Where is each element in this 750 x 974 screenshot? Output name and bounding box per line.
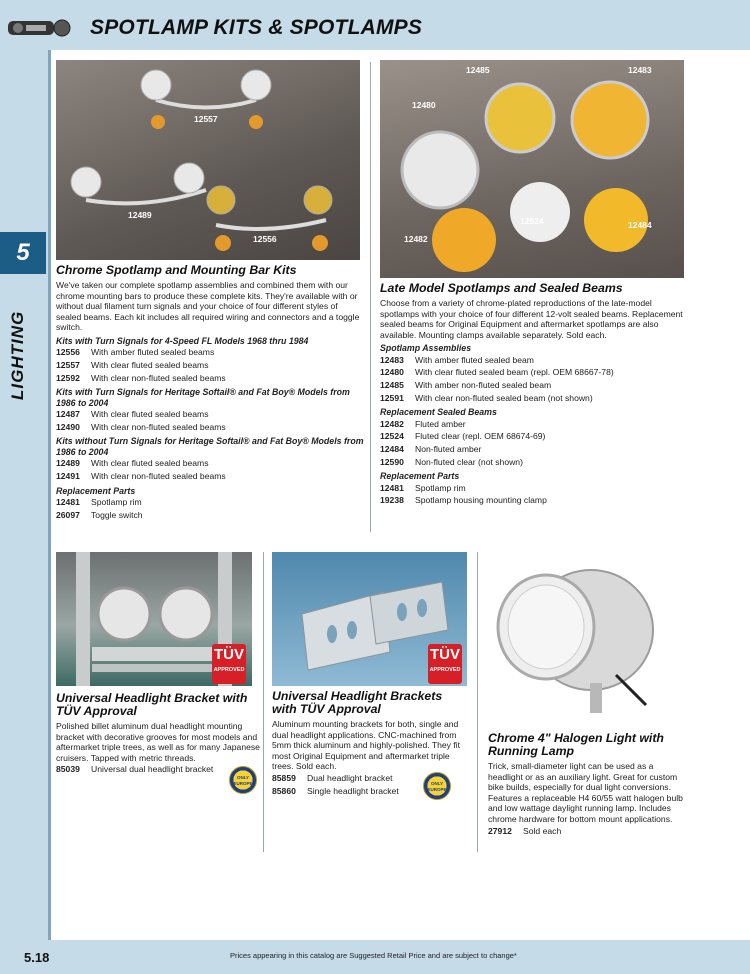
part-number: 12591 bbox=[380, 392, 404, 403]
part-row bbox=[380, 392, 686, 405]
section-description: Choose from a variety of chrome-plated reproductions of the late-model spotlamps with your choice of four different 12-volt sealed beams. Replacement sealed beams for Original Equipment and aftermarket spotlamps are also available. Mounting clamps available separately. Sold each. bbox=[380, 298, 683, 340]
part-number: 12482 bbox=[380, 418, 404, 429]
part-number: 26097 bbox=[56, 509, 80, 520]
section-description: Trick, small-diameter light can be used as a headlight or as an auxiliary light. Great for custom bike builds, especially for dual light conversions. Features a replaceable H4 60/55 watt halogen bulb and low wattage daylight running lamp. Includes chrome hardware for bottom mount applications. bbox=[488, 761, 683, 824]
part-row bbox=[380, 366, 686, 379]
late-model-photo bbox=[380, 60, 684, 278]
part-description: Sold each bbox=[523, 825, 562, 836]
sidebar-edge bbox=[48, 50, 51, 940]
part-row bbox=[56, 346, 364, 359]
part-row bbox=[380, 482, 686, 495]
part-number: 12487 bbox=[56, 409, 80, 420]
group-heading: Kits without Turn Signals for Heritage Softail® and Fat Boy® Models from 1986 to 2004 bbox=[56, 436, 364, 457]
part-description: Universal dual headlight bracket bbox=[91, 764, 214, 775]
tuv-badge-subtext: APPROVED bbox=[213, 667, 245, 673]
halogen-light-illustration bbox=[486, 555, 676, 725]
section-description: Aluminum mounting brackets for both, single and dual headlight applications. CNC-machined from 5mm thick aluminum and highly-polished. They fit most Original Equipment and aftermarket triple trees. Sold each. bbox=[272, 719, 461, 772]
part-description: With clear non-fluted sealed beams bbox=[91, 372, 226, 383]
group-heading: Kits with Turn Signals for Heritage Softail® and Fat Boy® Models from 1986 to 2004 bbox=[56, 387, 350, 408]
chapter-name: LIGHTING bbox=[8, 310, 27, 400]
part-description: With clear fluted sealed beams bbox=[91, 360, 209, 371]
page-title: SPOTLAMP KITS & SPOTLAMPS bbox=[90, 16, 423, 39]
photo-label: 12556 bbox=[253, 234, 277, 244]
part-row bbox=[56, 372, 364, 385]
group-heading: Kits with Turn Signals for 4-Speed FL Models 1968 thru 1984 bbox=[56, 335, 309, 346]
chrome-kits-section bbox=[56, 264, 364, 521]
part-description: With clear non-fluted sealed beam (not shown) bbox=[415, 392, 593, 403]
part-row bbox=[56, 421, 364, 434]
part-description: With amber non-fluted sealed beam bbox=[415, 380, 552, 391]
part-description: Single headlight bracket bbox=[307, 785, 399, 796]
part-number: 12524 bbox=[380, 431, 404, 442]
part-row bbox=[380, 418, 686, 431]
section-title: Universal Headlight Brackets with TÜV Approval bbox=[272, 689, 443, 716]
group-heading: Replacement Sealed Beams bbox=[380, 407, 497, 418]
part-row bbox=[380, 379, 686, 392]
photo-label: 12485 bbox=[466, 65, 490, 75]
part-row bbox=[380, 354, 686, 367]
late-model-illustration bbox=[380, 60, 684, 278]
universal-brackets-photo bbox=[272, 552, 467, 686]
part-number: 27912 bbox=[488, 825, 512, 836]
part-description: Fluted clear (repl. OEM 68674-69) bbox=[415, 431, 546, 442]
tuv-badge-subtext: APPROVED bbox=[429, 667, 461, 673]
part-row bbox=[56, 496, 364, 509]
photo-label: 12557 bbox=[194, 114, 218, 124]
part-number: 12592 bbox=[56, 372, 80, 383]
group-heading: Replacement Parts bbox=[56, 485, 136, 496]
part-description: With amber fluted sealed beams bbox=[91, 347, 215, 358]
part-description: Toggle switch bbox=[91, 509, 143, 520]
photo-label: 12483 bbox=[628, 65, 652, 75]
photo-label: 12482 bbox=[404, 234, 428, 244]
part-number: 85859 bbox=[272, 772, 296, 783]
photo-label: 12484 bbox=[628, 220, 652, 230]
group-heading: Replacement Parts bbox=[380, 471, 460, 482]
europe-only-seal bbox=[229, 766, 257, 794]
part-description: With clear non-fluted sealed beams bbox=[91, 471, 226, 482]
part-number: 12490 bbox=[56, 421, 80, 432]
part-number: 12481 bbox=[56, 497, 80, 508]
part-description: Non-fluted clear (not shown) bbox=[415, 456, 523, 467]
group-heading: Spotlamp Assemblies bbox=[380, 343, 472, 354]
part-number: 12489 bbox=[56, 458, 80, 469]
late-model-section bbox=[380, 282, 686, 507]
part-number: 85860 bbox=[272, 785, 296, 796]
halogen-light-photo bbox=[486, 555, 676, 725]
part-number: 12481 bbox=[380, 482, 404, 493]
part-row bbox=[56, 457, 364, 470]
photo-label: 12489 bbox=[128, 210, 152, 220]
section-title: Chrome 4" Halogen Light with Running Lamp bbox=[488, 731, 664, 758]
section-description: We've taken our complete spotlamp assemblies and combined them with our chrome mounting bars to produce these complete kits. They're available with or without dual filament turn signals and your choice of four different styles of sealed beams. Each kit includes all required wiring and connectors and a toggle switch. bbox=[56, 280, 360, 333]
section-title: Chrome Spotlamp and Mounting Bar Kits bbox=[56, 263, 297, 277]
sidebar bbox=[0, 0, 48, 974]
tuv-badge bbox=[212, 644, 246, 684]
part-number: 19238 bbox=[380, 495, 404, 506]
part-number: 12590 bbox=[380, 456, 404, 467]
part-number: 12484 bbox=[380, 443, 404, 454]
brand-logo-icon bbox=[6, 16, 76, 38]
tuv-badge-text: TÜV bbox=[214, 646, 244, 663]
part-description: Fluted amber bbox=[415, 418, 466, 429]
part-number: 12480 bbox=[380, 367, 404, 378]
europe-only-seal-text: ONLY EUROPE bbox=[427, 781, 447, 792]
page-number: 5.18 bbox=[24, 950, 50, 965]
column-divider bbox=[477, 552, 478, 852]
part-description: With clear fluted sealed beam (repl. OEM 68667-78) bbox=[415, 367, 614, 378]
part-row bbox=[380, 443, 686, 456]
tuv-badge bbox=[428, 644, 462, 684]
section-title: Universal Headlight Bracket with TÜV Approval bbox=[56, 691, 248, 718]
chapter-tab[interactable]: 5 bbox=[0, 232, 46, 274]
europe-only-seal-text: ONLY EUROPE bbox=[233, 775, 253, 786]
part-description: Non-fluted amber bbox=[415, 443, 482, 454]
universal-bracket-photo bbox=[56, 552, 252, 686]
part-row bbox=[56, 509, 364, 522]
chrome-kits-photo bbox=[56, 60, 360, 260]
section-description: Polished billet aluminum dual headlight mounting bracket with decorative grooves for most models and aftermarket triple trees, as well as for many Japanese cruisers. Tapped with metric threads. bbox=[56, 721, 260, 763]
part-description: Spotlamp housing mounting clamp bbox=[415, 495, 547, 506]
part-description: With amber fluted sealed beam bbox=[415, 354, 534, 365]
part-description: Spotlamp rim bbox=[91, 497, 142, 508]
photo-label: 12524 bbox=[520, 216, 544, 226]
chrome-kits-illustration bbox=[56, 60, 360, 260]
halogen-section bbox=[488, 732, 688, 837]
part-number: 12483 bbox=[380, 354, 404, 365]
part-row bbox=[56, 408, 364, 421]
part-row bbox=[56, 470, 364, 483]
photo-label: 12480 bbox=[412, 100, 436, 110]
part-description: Spotlamp rim bbox=[415, 482, 466, 493]
part-description: With clear non-fluted sealed beams bbox=[91, 421, 226, 432]
part-number: 12556 bbox=[56, 347, 80, 358]
part-description: Dual headlight bracket bbox=[307, 772, 393, 783]
part-number: 12491 bbox=[56, 471, 80, 482]
part-number: 12485 bbox=[380, 380, 404, 391]
footer-note: Prices appearing in this catalog are Suggested Retail Price and are subject to change* bbox=[230, 951, 517, 960]
part-description: With clear fluted sealed beams bbox=[91, 458, 209, 469]
part-row bbox=[56, 359, 364, 372]
column-divider bbox=[370, 62, 371, 532]
part-number: 85039 bbox=[56, 764, 80, 775]
part-row bbox=[380, 430, 686, 443]
column-divider bbox=[263, 552, 264, 852]
part-row bbox=[380, 456, 686, 469]
universal-bracket-section bbox=[56, 692, 261, 776]
part-description: With clear fluted sealed beams bbox=[91, 409, 209, 420]
europe-only-seal bbox=[423, 772, 451, 800]
tuv-badge-text: TÜV bbox=[430, 646, 460, 663]
part-number: 12557 bbox=[56, 360, 80, 371]
part-row bbox=[380, 494, 686, 507]
section-title: Late Model Spotlamps and Sealed Beams bbox=[380, 281, 623, 295]
part-row bbox=[488, 825, 688, 838]
